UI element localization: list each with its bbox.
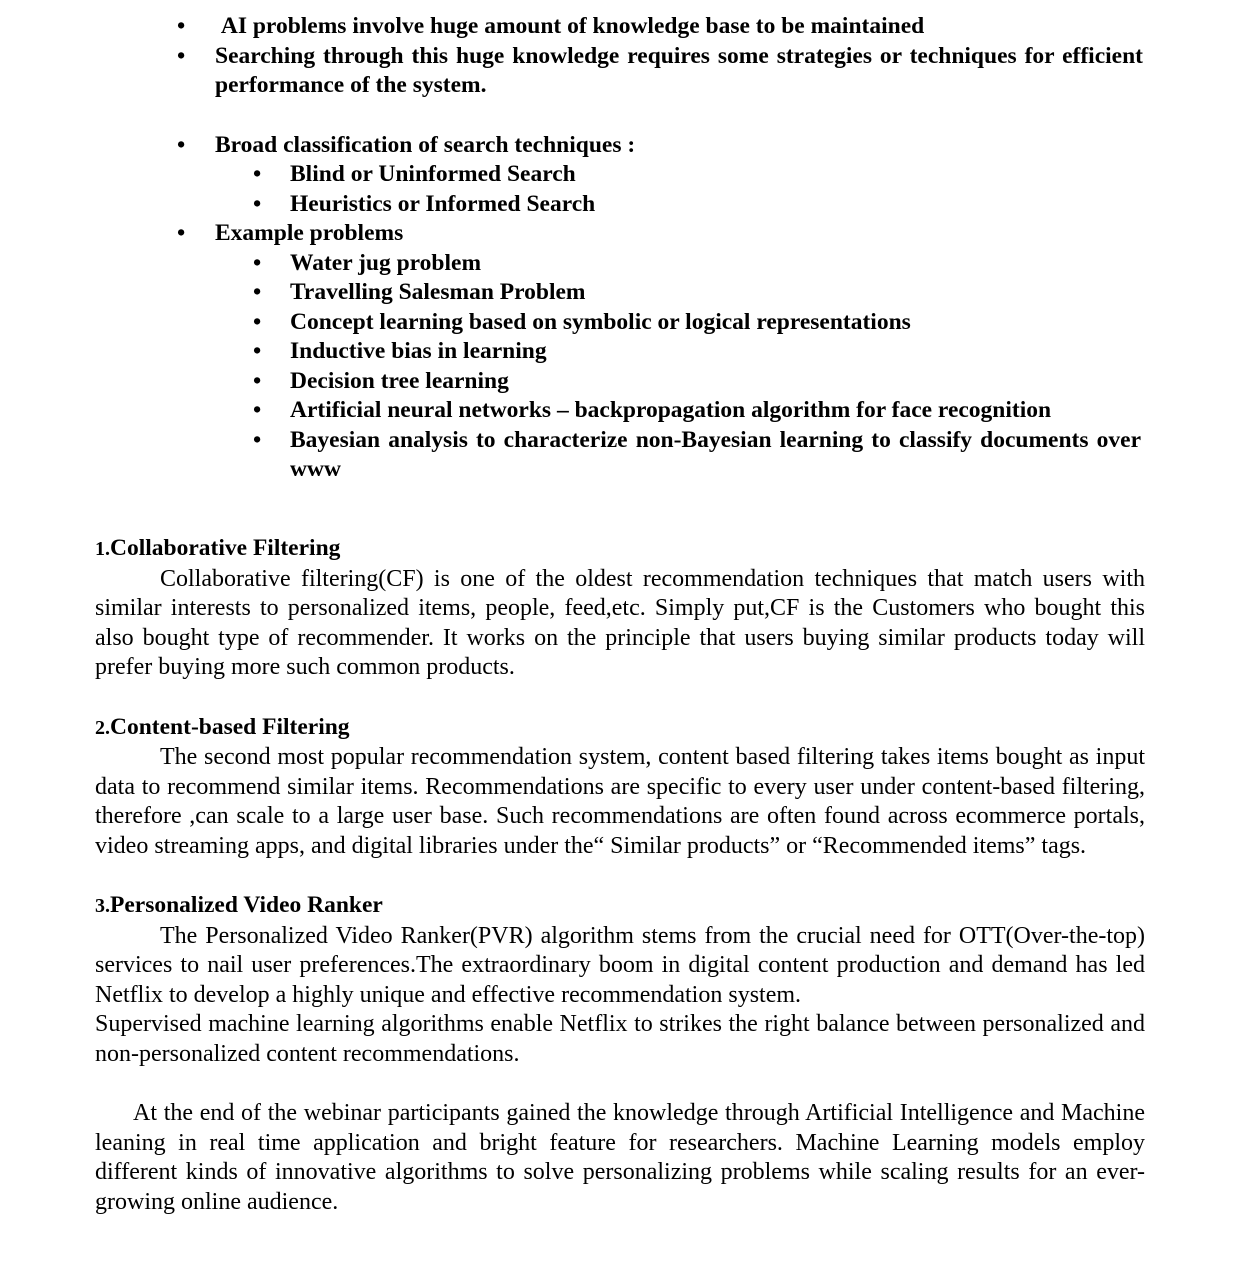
- bullet-icon: •: [177, 42, 186, 69]
- bullet-icon: •: [253, 190, 262, 217]
- spacer: [95, 1069, 1145, 1099]
- bullet-icon: •: [177, 220, 186, 246]
- bullet-item: • Searching through this huge knowledge requires some strategies or techniques for efficient performance of the system.: [177, 42, 1143, 98]
- bullet-list: [0, 12, 1241, 485]
- sub-bullet-item: • Bayesian analysis to characterize non-Bayesian learning to classify documents over www: [253, 426, 1141, 482]
- bullet-icon: •: [177, 13, 186, 39]
- section-heading: 3.Personalized Video Ranker: [95, 892, 383, 918]
- sub-bullet-item: • Decision tree learning: [0, 367, 1141, 397]
- bullet-icon: •: [253, 308, 262, 335]
- bullet-item: • Broad classification of search techniques :: [0, 131, 1143, 161]
- sub-bullet-item: • Heuristics or Informed Search: [0, 190, 1141, 220]
- sub-bullet-item: • Travelling Salesman Problem: [0, 278, 1141, 308]
- bullet-icon: •: [253, 279, 262, 305]
- bullet-icon: •: [253, 367, 262, 394]
- bullet-icon: •: [253, 426, 262, 453]
- sub-bullet-item: • Inductive bias in learning: [0, 337, 1141, 367]
- spacer: [95, 861, 1145, 891]
- conclusion-paragraph: At the end of the webinar participants gained the knowledge through Artificial Intelligence and Machine leaning in real time application and bright feature for researchers. Machine Learning models employ different kinds of innovative algorithms to solve personalizing problems while scaling results for an ever-growing online audience.: [95, 1100, 1145, 1215]
- section-paragraph: The Personalized Video Ranker(PVR) algorithm stems from the crucial need for OTT(Over-the-top) services to nail user preferences.The extraordinary boom in digital content production and demand has led Netflix to develop a highly unique and effective recommendation system.: [95, 922, 1145, 1008]
- spacer: [0, 101, 1241, 131]
- spacer: [95, 683, 1145, 713]
- section-heading: 2.Content-based Filtering: [95, 713, 350, 740]
- bullet-icon: •: [253, 397, 262, 423]
- sub-bullet-item: • Concept learning based on symbolic or logical representations: [0, 308, 1141, 338]
- sections: [95, 534, 1145, 1217]
- bullet-icon: •: [177, 131, 186, 158]
- bullet-item: • AI problems involve huge amount of knowledge base to be maintained: [0, 12, 1143, 42]
- section-paragraph: Supervised machine learning algorithms enable Netflix to strikes the right balance between personalized and non-personalized content recommendations.: [95, 1011, 1145, 1067]
- sub-bullet-item: • Water jug problem: [0, 249, 1141, 279]
- sub-bullet-item: • Artificial neural networks – backpropagation algorithm for face recognition: [0, 396, 1141, 426]
- sub-bullet-item: • Blind or Uninformed Search: [0, 160, 1141, 190]
- bullet-item: • Example problems: [0, 219, 1143, 249]
- section-heading: 1.Collaborative Filtering: [95, 535, 341, 561]
- section-paragraph: Collaborative filtering(CF) is one of the oldest recommendation techniques that match users with similar interests to personalized items, people, feed,etc. Simply put,CF is the Customers who bought this also bought type of recommender. It works on the principle that users buying similar products today will prefer buying more such common products.: [95, 565, 1145, 680]
- bullet-icon: •: [253, 161, 262, 187]
- bullet-icon: •: [253, 249, 262, 276]
- section-paragraph: The second most popular recommendation system, content based filtering takes items bought as input data to recommend similar items. Recommendations are specific to every user under content-based filtering, therefore ,can scale to a large user base. Such recommendations are often found across ecommerce portals, video streaming apps, and digital libraries under the“ Similar products” or “Recommended items” tags.: [95, 744, 1145, 859]
- bullet-icon: •: [253, 338, 262, 364]
